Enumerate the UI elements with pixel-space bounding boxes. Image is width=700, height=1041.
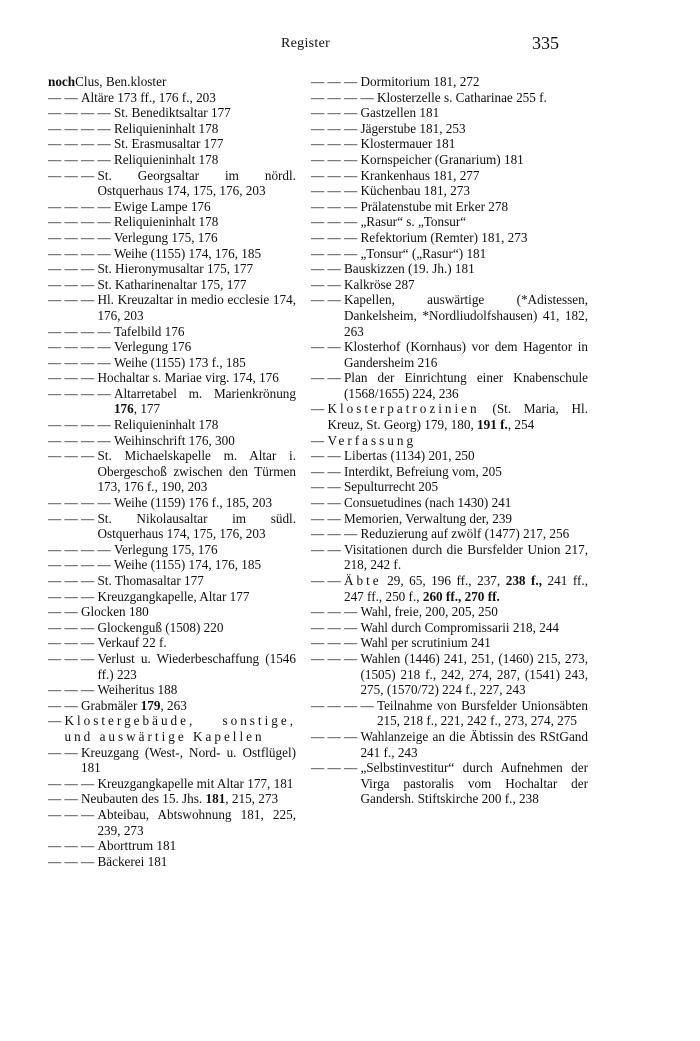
entry-text: Verlegung 176 — [113, 339, 192, 355]
level-dashes: — — — [48, 791, 81, 807]
index-entry — [311, 526, 588, 542]
entry-text: Klosterhof (Kornhaus) vor dem Hagentor in Gandersheim 216 — [343, 339, 588, 370]
level-dashes: — — — — [311, 635, 361, 651]
level-dashes: — — — — [311, 183, 361, 199]
entry-text: Hochaltar s. Mariae virg. 174, 176 — [97, 370, 279, 386]
entry-text: Reliquieninhalt 178 — [113, 120, 219, 136]
entry-text: Prälatenstube mit Erker 278 — [360, 198, 509, 214]
level-dashes: — — — [311, 448, 344, 464]
index-entry — [48, 776, 296, 792]
index-entry — [311, 635, 588, 651]
index-entry — [48, 370, 296, 386]
level-dashes: — — — [48, 89, 81, 105]
index-entry — [48, 74, 296, 90]
index-entry — [311, 74, 588, 90]
level-dashes: — — — — [311, 526, 361, 542]
entry-text: Verlegung 175, 176 — [113, 541, 218, 557]
index-entry — [311, 214, 588, 230]
index-entry — [48, 292, 296, 323]
level-dashes: — — — — [311, 728, 361, 744]
entry-text: Wahlanzeige an die Äbtissin des RStGand 241 f., 243 — [360, 728, 588, 760]
level-dashes: — — — [311, 463, 344, 479]
level-dashes: — — — — — [48, 198, 114, 214]
index-entry — [48, 90, 296, 106]
index-column-right — [311, 74, 588, 807]
index-entry — [311, 136, 588, 152]
entry-text: Plan der Einrichtung einer Knabenschule (1568/1655) 224, 236 — [343, 370, 588, 401]
index-entry — [311, 495, 588, 511]
index-entry — [48, 339, 296, 355]
level-dashes: — — — — — [48, 214, 114, 230]
entry-text: Reliquieninhalt 178 — [113, 214, 219, 230]
entry-text: Kornspeicher (Granarium) 181 — [360, 151, 524, 167]
entry-text: Verlegung 175, 176 — [113, 229, 218, 245]
level-dashes: — — — — [311, 74, 361, 89]
entry-text: Bäckerei 181 — [97, 853, 168, 869]
entry-text: Reduzierung auf zwölf (1477) 217, 256 — [360, 526, 570, 542]
level-dashes: — — — — — [48, 354, 114, 370]
index-entry — [311, 511, 588, 527]
entry-text: St. Nikolausaltar im südl. Ostquerhaus 174, 175, 176, 203 — [97, 510, 296, 542]
entry-text: Altäre 173 ff., 176 f., 203 — [80, 89, 216, 105]
index-entry — [48, 324, 296, 340]
entry-text: St. Michaelskapelle m. Altar i. Obergeschoß zwischen den Türmen 173, 176 f., 190, 203 — [97, 448, 296, 495]
index-entry — [311, 604, 588, 620]
index-entry — [48, 682, 296, 698]
level-dashes: — — — [311, 292, 344, 308]
level-dashes: — — — [48, 697, 81, 713]
index-entry — [311, 698, 588, 729]
index-entry — [48, 121, 296, 137]
entry-text: Kreuzgangkapelle mit Altar 177, 181 — [97, 775, 294, 791]
level-dashes: — — — — [311, 136, 361, 152]
index-entry — [48, 199, 296, 215]
entry-text: Grabmäler 179, 263 — [80, 697, 187, 713]
level-dashes: — — — [311, 479, 344, 495]
index-entry — [48, 433, 296, 449]
entry-text: „Selbstinvestitur“ durch Aufnehmen der Virga pastoralis vom Hochaltar der Gandersh. Stiftskirche 200 f., 238 — [360, 760, 588, 807]
index-entry — [48, 635, 296, 651]
index-entry — [48, 589, 296, 605]
entry-text: Visitationen durch die Bursfelder Union 217, 218, 242 f. — [343, 541, 588, 573]
entry-text: Klosterzelle s. Catharinae 255 f. — [376, 89, 547, 105]
index-entry — [311, 760, 588, 807]
entry-text: Refektorium (Remter) 181, 273 — [360, 229, 528, 245]
entry-text: Kreuzgang (West-, Nord- u. Ostflügel) 181 — [80, 744, 296, 776]
entry-text: Weihinschrift 176, 300 — [113, 432, 235, 448]
level-dashes: — — — — [48, 635, 98, 651]
index-entry — [311, 183, 588, 199]
entry-text: Weihe (1155) 174, 176, 185 — [113, 245, 262, 261]
index-entry — [311, 339, 588, 370]
entry-text: Kreuzgangkapelle, Altar 177 — [97, 588, 250, 604]
level-dashes: — — — — [311, 650, 361, 666]
index-entry — [48, 713, 296, 744]
level-dashes: — — — — [48, 276, 98, 292]
level-dashes: — — [311, 401, 328, 417]
entry-text: St. Erasmusaltar 177 — [113, 136, 224, 152]
level-dashes: noch — [48, 74, 76, 89]
entry-text: St. Katharinenaltar 175, 177 — [97, 276, 247, 292]
entry-text: Wahl, freie, 200, 205, 250 — [360, 604, 498, 620]
index-entry — [311, 292, 588, 339]
index-entry — [48, 791, 296, 807]
running-title: Register — [281, 36, 331, 51]
level-dashes: — — — — [48, 167, 98, 183]
level-dashes: — — — [311, 261, 344, 277]
level-dashes: — — — — [311, 604, 361, 620]
index-entry — [48, 495, 296, 511]
entry-text: Interdikt, Befreiung vom, 205 — [343, 463, 502, 479]
level-dashes: — — — — — [48, 151, 114, 167]
level-dashes: — — — — [311, 229, 361, 245]
index-entry — [311, 230, 588, 246]
level-dashes: — — — — [311, 619, 361, 635]
level-dashes: — — — — — [48, 120, 114, 136]
index-entry — [311, 199, 588, 215]
index-entry — [311, 121, 588, 137]
entry-text: Libertas (1134) 201, 250 — [343, 448, 475, 464]
level-dashes: — — — — — [48, 136, 114, 152]
level-dashes: — — [311, 432, 328, 448]
index-entry — [311, 90, 588, 106]
level-dashes: — — — — — [48, 339, 114, 355]
level-dashes: — — — — [48, 573, 98, 588]
level-dashes: — — — — — [311, 697, 377, 713]
index-entry — [48, 542, 296, 558]
index-entry — [48, 417, 296, 433]
index-entry — [48, 230, 296, 246]
index-entry — [311, 479, 588, 495]
index-entry — [48, 448, 296, 495]
index-entry — [311, 277, 588, 293]
entry-text: „Tonsur“ („Rasur“) 181 — [360, 245, 487, 261]
index-entry — [48, 214, 296, 230]
level-dashes: — — — [311, 495, 344, 511]
index-entry — [311, 433, 588, 449]
index-entry — [48, 557, 296, 573]
level-dashes: — — — — [311, 214, 361, 230]
entry-text: Sepulturrecht 205 — [343, 479, 439, 495]
entry-text: Küchenbau 181, 273 — [360, 183, 470, 199]
level-dashes: — — — [311, 510, 344, 526]
level-dashes: — — — — [48, 682, 98, 698]
entry-text: Verfassung — [327, 432, 417, 448]
level-dashes: — — — — — [48, 245, 114, 261]
level-dashes: — — — — [48, 370, 98, 386]
index-entry — [311, 651, 588, 698]
level-dashes: — — — [311, 339, 344, 355]
entry-text: Wahl durch Compromissarii 218, 244 — [360, 619, 560, 635]
entry-text: St. Georgsaltar im nördl. Ostquerhaus 174, 175, 176, 203 — [97, 167, 296, 199]
entry-text: Krankenhaus 181, 277 — [360, 167, 480, 183]
index-entry — [48, 261, 296, 277]
entry-text: Gastzellen 181 — [360, 105, 440, 121]
entry-text: Klostermauer 181 — [360, 136, 456, 152]
index-entry — [48, 807, 296, 838]
entry-text: Clus, Ben.kloster — [75, 74, 167, 89]
entry-text: St. Benediktsaltar 177 — [113, 105, 231, 121]
index-entry — [48, 698, 296, 714]
entry-text: Glocken 180 — [80, 604, 149, 620]
entry-text: Wahl per scrutinium 241 — [360, 635, 491, 651]
level-dashes: — — — — [311, 105, 361, 121]
entry-text: Consuetudines (nach 1430) 241 — [343, 495, 512, 511]
entry-text: Reliquieninhalt 178 — [113, 417, 219, 433]
index-entry — [48, 651, 296, 682]
entry-text: Teilnahme von Bursfelder Unionsäbten 215, 218 f., 221, 242 f., 273, 274, 275 — [376, 697, 588, 729]
level-dashes: — — — — — [48, 417, 114, 433]
level-dashes: — — — — — [48, 557, 114, 573]
entry-text: Verlust u. Wiederbeschaffung (1546 ff.) 223 — [97, 650, 296, 682]
index-entry — [311, 370, 588, 401]
entry-text: Neubauten des 15. Jhs. 181, 215, 273 — [80, 791, 279, 807]
index-entry — [48, 277, 296, 293]
level-dashes: — — — [48, 604, 81, 620]
level-dashes: — — — — [311, 167, 361, 183]
index-entry — [48, 511, 296, 542]
level-dashes: — — — — — [48, 432, 114, 448]
level-dashes: — — — — [311, 198, 361, 214]
level-dashes: — — — — [48, 853, 98, 869]
level-dashes: — — — — [311, 151, 361, 167]
entry-text: Verkauf 22 f. — [97, 635, 167, 651]
entry-text: St. Thomasaltar 177 — [97, 573, 204, 588]
entry-text: Tafelbild 176 — [113, 323, 185, 339]
index-entry — [48, 620, 296, 636]
index-entry — [48, 745, 296, 776]
index-entry — [311, 401, 588, 432]
index-entry — [311, 105, 588, 121]
entry-text: Glockenguß (1508) 220 — [97, 619, 224, 635]
index-entry — [48, 838, 296, 854]
index-entry — [311, 448, 588, 464]
entry-text: Altarretabel m. Marienkrönung 176, 177 — [113, 385, 296, 417]
entry-text: Memorien, Verwaltung der, 239 — [343, 510, 513, 526]
index-entry — [311, 261, 588, 277]
level-dashes: — — — [311, 276, 344, 292]
level-dashes: — — — — [48, 775, 98, 791]
level-dashes: — — — [311, 370, 344, 386]
entry-text: Jägerstube 181, 253 — [360, 120, 466, 136]
level-dashes: — — — — [48, 650, 98, 666]
index-entry — [48, 246, 296, 262]
page-header — [0, 33, 700, 58]
entry-text: Klostergebäude, sonstige, und auswärtige Kapellen — [64, 713, 296, 744]
entry-text: Bauskizzen (19. Jh.) 181 — [343, 261, 475, 277]
index-entry — [48, 136, 296, 152]
index-entry — [48, 355, 296, 371]
level-dashes: — — — — [48, 806, 98, 822]
entry-text: Reliquieninhalt 178 — [113, 151, 219, 167]
entry-text: „Rasur“ s. „Tonsur“ — [360, 214, 467, 230]
level-dashes: — — — [311, 573, 344, 588]
level-dashes: — — — — — [48, 323, 114, 339]
level-dashes: — — — — [311, 120, 361, 136]
index-entry — [48, 105, 296, 121]
index-entry — [311, 464, 588, 480]
entry-text: St. Hieronymusaltar 175, 177 — [97, 261, 254, 277]
level-dashes: — — — — [311, 760, 361, 776]
level-dashes: — — — [48, 744, 81, 760]
entry-text: Dormitorium 181, 272 — [360, 74, 480, 89]
index-entry — [311, 620, 588, 636]
index-entry — [311, 729, 588, 760]
level-dashes: — — [48, 713, 65, 729]
level-dashes: — — — — [311, 245, 361, 261]
entry-text: Abteibau, Abtswohnung 181, 225, 239, 273 — [97, 806, 296, 838]
index-entry — [48, 854, 296, 870]
entry-text: Ewige Lampe 176 — [113, 198, 211, 214]
level-dashes: — — — — [48, 261, 98, 277]
entry-text: Weihe (1155) 174, 176, 185 — [113, 557, 262, 573]
index-entry — [311, 168, 588, 184]
entry-text: Weihe (1155) 173 f., 185 — [113, 354, 246, 370]
index-entry — [311, 246, 588, 262]
level-dashes: — — — — [48, 292, 98, 308]
level-dashes: — — — — [48, 510, 98, 526]
level-dashes: — — — — — [48, 105, 114, 121]
level-dashes: — — — — — [48, 385, 114, 401]
index-entry — [48, 386, 296, 417]
index-entry — [48, 152, 296, 168]
index-entry — [48, 604, 296, 620]
entry-text: Äbte 29, 65, 196 ff., 237, 238 f., 241 ff., 247 ff., 250 f., 260 ff., 270 ff. — [343, 573, 588, 604]
entry-text: Kapellen, auswärtige (*Adistessen, Dankelsheim, *Nordliudolfshausen) 41, 182, 263 — [343, 292, 588, 339]
index-column-left — [48, 74, 296, 869]
entry-text: Weiheritus 188 — [97, 682, 178, 698]
level-dashes: — — — — [48, 448, 98, 464]
index-entry — [311, 152, 588, 168]
entry-text: Wahlen (1446) 241, 251, (1460) 215, 273, (1505) 218 f., 242, 274, 287, (1541) 243, 275, (1570/72) 224 f., 227, 243 — [360, 650, 588, 698]
level-dashes: — — — — — [311, 89, 377, 105]
entry-text: Weihe (1159) 176 f., 185, 203 — [113, 495, 273, 511]
level-dashes: — — — [311, 541, 344, 557]
entry-text: Klosterpatrozinien (St. Maria, Hl. Kreuz, St. Georg) 179, 180, 191 f., 254 — [327, 401, 588, 433]
index-entry — [311, 573, 588, 604]
entry-text: Aborttrum 181 — [97, 838, 177, 854]
index-entry — [311, 542, 588, 573]
level-dashes: — — — — [48, 619, 98, 635]
level-dashes: — — — — — [48, 495, 114, 511]
level-dashes: — — — — — [48, 229, 114, 245]
page-number: 335 — [532, 33, 559, 53]
entry-text: Kalkröse 287 — [343, 276, 415, 292]
entry-text: Hl. Kreuzaltar in medio ecclesie 174, 176, 203 — [97, 292, 296, 323]
level-dashes: — — — — [48, 838, 98, 854]
level-dashes: — — — — — [48, 541, 114, 557]
index-entry — [48, 573, 296, 589]
index-entry — [48, 168, 296, 199]
level-dashes: — — — — [48, 588, 98, 604]
